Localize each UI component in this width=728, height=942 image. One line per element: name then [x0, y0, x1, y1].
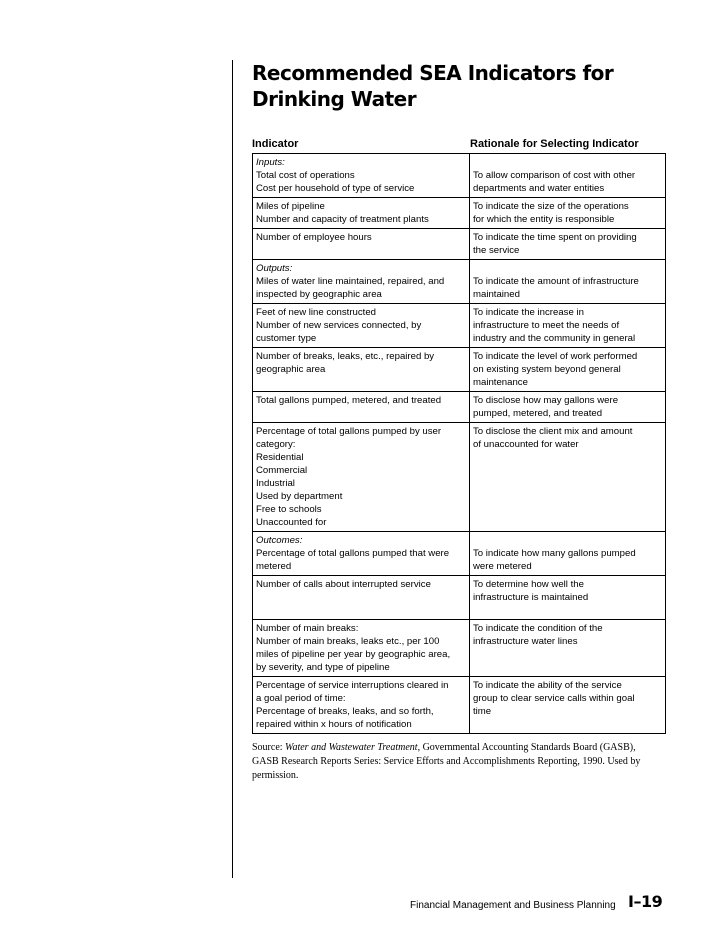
indicator-line: Industrial: [256, 478, 295, 489]
rationale-line: of unaccounted for water: [473, 439, 579, 450]
indicator-line: Total cost of operations: [256, 170, 355, 181]
rationale-header: Rationale for Selecting Indicator: [470, 138, 639, 150]
rationale-line: infrastructure is maintained: [473, 592, 589, 603]
column-headers: [252, 138, 664, 154]
indicator-line: geographic area: [256, 364, 326, 375]
rationale-line: [473, 156, 660, 169]
rationale-line: To indicate the condition of the: [473, 623, 603, 634]
indicator-line: Cost per household of type of service: [256, 183, 415, 194]
indicator-line: Number of calls about interrupted service: [256, 579, 431, 590]
table-row: [253, 198, 665, 229]
indicator-line: Number and capacity of treatment plants: [256, 214, 429, 225]
indicator-cell: [253, 348, 470, 391]
rationale-line: To indicate the increase in: [473, 307, 584, 318]
table-row: [253, 348, 665, 392]
rationale-cell: [470, 348, 663, 391]
indicator-line: Number of main breaks, leaks etc., per 100: [256, 636, 440, 647]
indicators-table: [252, 153, 666, 734]
indicator-cell: [253, 198, 470, 228]
source-note: [252, 741, 664, 783]
indicator-line: customer type: [256, 333, 317, 344]
indicator-line: Unaccounted for: [256, 517, 327, 528]
rationale-line: maintained: [473, 289, 520, 300]
rationale-line: To indicate the level of work performed: [473, 351, 638, 362]
table-row: [253, 392, 665, 423]
rationale-cell: [470, 198, 663, 228]
indicator-cell: [253, 423, 470, 531]
rationale-line: maintenance: [473, 377, 528, 388]
section-label: Outputs:: [256, 263, 293, 274]
rationale-line: To allow comparison of cost with other: [473, 170, 636, 181]
indicator-cell: [253, 229, 470, 259]
indicator-line: Number of breaks, leaks, etc., repaired by: [256, 351, 435, 362]
rationale-line: To disclose how may gallons were: [473, 395, 619, 406]
indicator-cell: [253, 576, 470, 619]
rationale-line: for which the entity is responsible: [473, 214, 615, 225]
rationale-cell: [470, 576, 663, 619]
indicator-header: Indicator: [252, 138, 299, 150]
indicator-line: Miles of pipeline: [256, 201, 325, 212]
margin-rule: [232, 60, 233, 878]
indicator-line: Number of employee hours: [256, 232, 372, 243]
rationale-line: To indicate the time spent on providing: [473, 232, 637, 243]
indicator-line: a goal period of time:: [256, 693, 346, 704]
rationale-line: on existing system beyond general: [473, 364, 621, 375]
source-rest: , Governmental Accounting Standards Board (GASB), GASB Research Reports Series: Service Efforts and Accomplishments Reporting, 1990. Used by permission.: [252, 742, 641, 781]
indicator-line: Percentage of total gallons pumped by user: [256, 426, 442, 437]
rationale-line: To indicate the amount of infrastructure: [473, 276, 639, 287]
rationale-line: [473, 262, 660, 275]
rationale-cell: [470, 392, 663, 422]
indicator-cell: [253, 392, 470, 422]
indicator-line: [256, 244, 466, 257]
rationale-cell: [470, 532, 663, 575]
indicator-cell: [253, 532, 470, 575]
table-row: [253, 576, 665, 620]
indicator-line: category:: [256, 439, 296, 450]
rationale-line: To disclose the client mix and amount: [473, 426, 633, 437]
indicator-line: [256, 604, 466, 617]
table-row: [253, 532, 665, 576]
indicator-line: [256, 407, 466, 420]
indicator-line: miles of pipeline per year by geographic area,: [256, 649, 451, 660]
table-row: [253, 677, 665, 734]
table-row: [253, 260, 665, 304]
rationale-line: infrastructure to meet the needs of: [473, 320, 620, 331]
indicator-cell: [253, 154, 470, 197]
rationale-cell: [470, 677, 663, 733]
page-number: I–19: [628, 892, 663, 911]
rationale-cell: [470, 304, 663, 347]
indicator-line: Commercial: [256, 465, 308, 476]
page-title: Recommended SEA Indicators for Drinking Water: [252, 61, 614, 111]
table-row: [253, 154, 665, 198]
rationale-line: the service: [473, 245, 520, 256]
section-label: Outcomes:: [256, 535, 303, 546]
indicator-line: repaired within x hours of notification: [256, 719, 412, 730]
indicator-line: Total gallons pumped, metered, and treated: [256, 395, 442, 406]
rationale-cell: [470, 260, 663, 303]
indicator-cell: [253, 677, 470, 733]
rationale-line: [473, 534, 660, 547]
indicator-line: Residential: [256, 452, 304, 463]
rationale-line: To indicate the ability of the service: [473, 680, 622, 691]
rationale-cell: [470, 620, 663, 676]
rationale-line: To indicate how many gallons pumped: [473, 548, 636, 559]
table-row: [253, 620, 665, 677]
footer-text: Financial Management and Business Planning: [410, 900, 616, 911]
table-row: [253, 304, 665, 348]
indicator-line: Number of new services connected, by: [256, 320, 422, 331]
table-row: [253, 229, 665, 260]
rationale-line: time: [473, 706, 492, 717]
rationale-line: To indicate the size of the operations: [473, 201, 629, 212]
source-title: Water and Wastewater Treatment: [285, 742, 418, 753]
indicator-cell: [253, 620, 470, 676]
indicator-line: Feet of new line constructed: [256, 307, 376, 318]
indicator-line: Free to schools: [256, 504, 322, 515]
rationale-line: group to clear service calls within goal: [473, 693, 635, 704]
indicator-line: by severity, and type of pipeline: [256, 662, 390, 673]
rationale-cell: [470, 423, 663, 531]
rationale-line: infrastructure water lines: [473, 636, 578, 647]
indicator-line: Percentage of breaks, leaks, and so forth,: [256, 706, 434, 717]
indicator-line: Used by department: [256, 491, 343, 502]
indicator-cell: [253, 260, 470, 303]
table-row: [253, 423, 665, 532]
source-prefix: Source:: [252, 742, 286, 753]
indicator-cell: [253, 304, 470, 347]
indicator-line: metered: [256, 561, 292, 572]
indicator-line: Percentage of total gallons pumped that were: [256, 548, 450, 559]
rationale-line: were metered: [473, 561, 532, 572]
indicator-line: [256, 591, 466, 604]
section-label: Inputs:: [256, 157, 285, 168]
rationale-line: pumped, metered, and treated: [473, 408, 603, 419]
rationale-cell: [470, 154, 663, 197]
rationale-line: [473, 604, 660, 617]
indicator-line: Miles of water line maintained, repaired, and: [256, 276, 445, 287]
indicator-line: Percentage of service interruptions cleared in: [256, 680, 449, 691]
indicator-line: inspected by geographic area: [256, 289, 382, 300]
indicator-line: Number of main breaks:: [256, 623, 359, 634]
rationale-line: To determine how well the: [473, 579, 584, 590]
rationale-line: industry and the community in general: [473, 333, 636, 344]
rationale-line: departments and water entities: [473, 183, 605, 194]
rationale-cell: [470, 229, 663, 259]
